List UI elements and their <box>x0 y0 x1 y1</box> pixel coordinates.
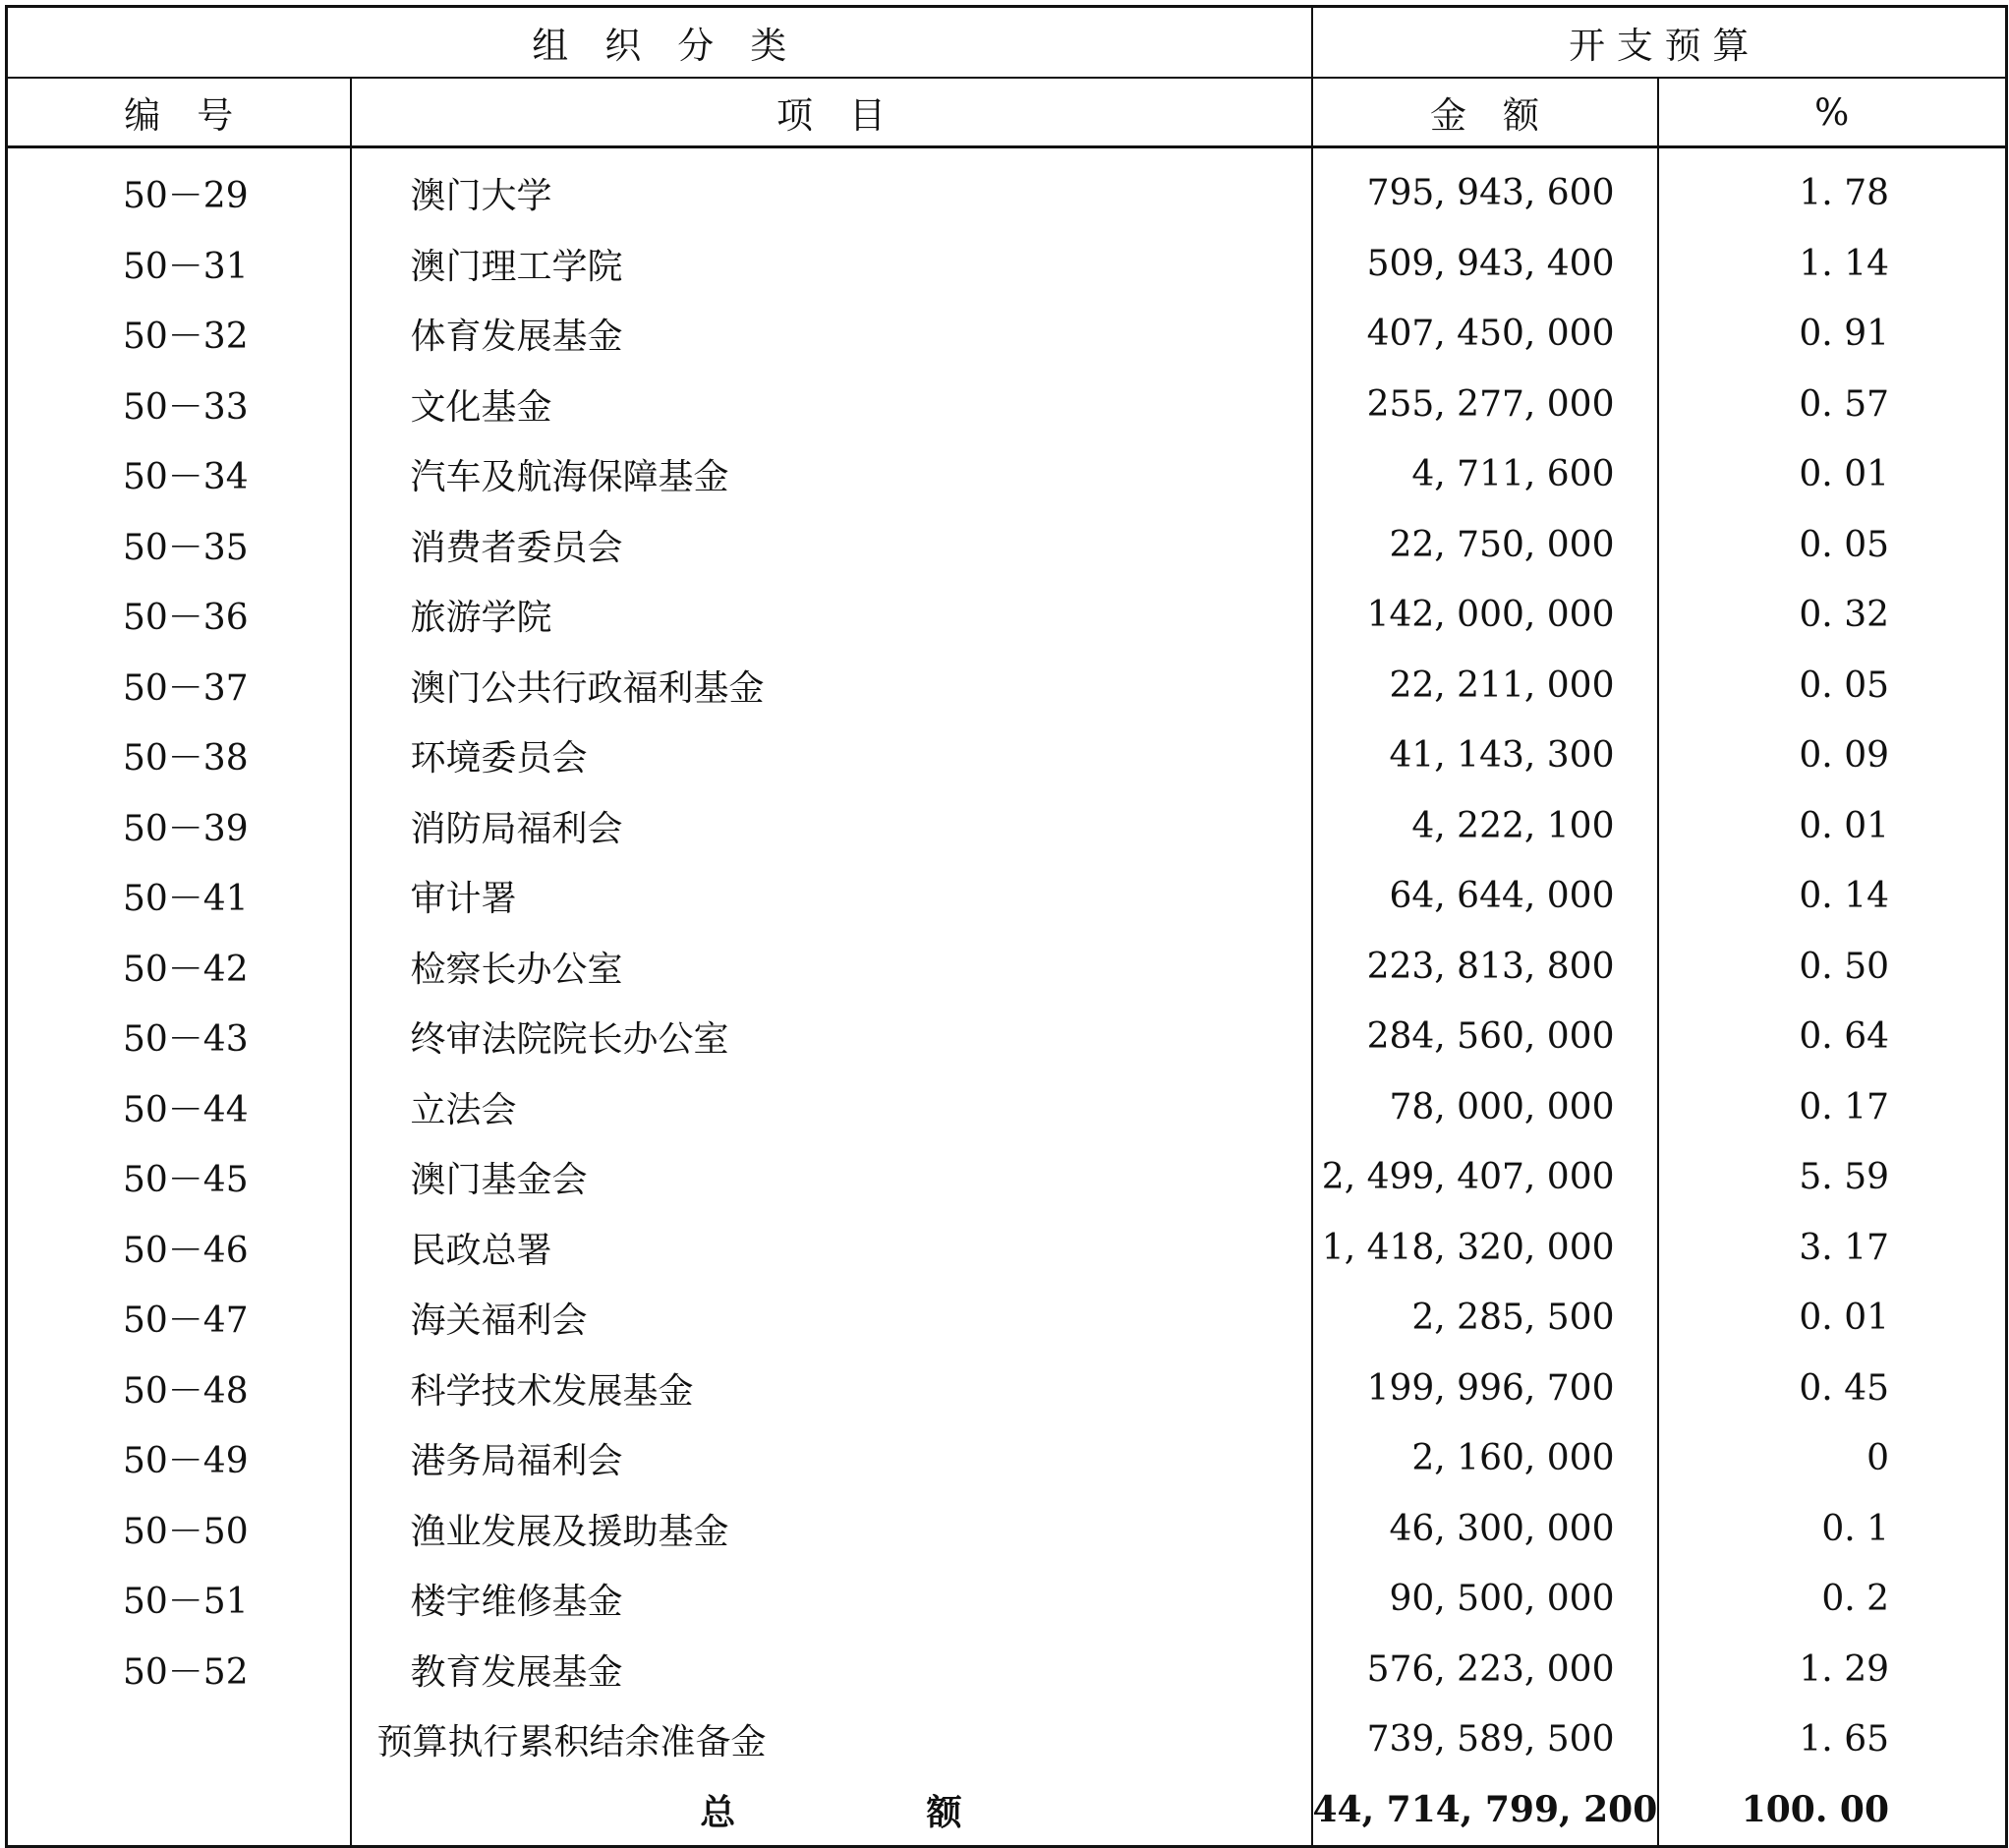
code-cell: 50－39 <box>7 791 351 862</box>
item-cell: 科学技术发展基金 <box>351 1354 1312 1424</box>
code-cell: 50－47 <box>7 1283 351 1354</box>
table-row <box>7 370 2007 440</box>
table-row <box>7 651 2007 722</box>
code-cell: 50－29 <box>7 147 351 229</box>
header-code: 编 号 <box>7 78 351 147</box>
table-row <box>7 1494 2007 1565</box>
amount-cell: 407, 450, 000 <box>1312 299 1658 370</box>
item-cell: 渔业发展及援助基金 <box>351 1494 1312 1565</box>
code-cell: 50－41 <box>7 861 351 932</box>
table-row <box>7 1423 2007 1494</box>
amount-cell: 795, 943, 600 <box>1312 147 1658 229</box>
percent-cell: 0. 91 <box>1658 299 2007 370</box>
table-header <box>7 7 2007 147</box>
percent-cell: 0. 05 <box>1658 510 2007 581</box>
header-amount: 金 额 <box>1312 78 1658 147</box>
percent-cell: 0. 05 <box>1658 651 2007 722</box>
percent-cell: 5. 59 <box>1658 1142 2007 1213</box>
item-cell: 旅游学院 <box>351 580 1312 651</box>
code-cell: 50－38 <box>7 721 351 791</box>
item-cell: 港务局福利会 <box>351 1423 1312 1494</box>
percent-cell: 0. 09 <box>1658 721 2007 791</box>
code-cell: 50－46 <box>7 1213 351 1284</box>
total-percent-cell: 100. 00 <box>1658 1775 2007 1847</box>
code-cell: 50－48 <box>7 1354 351 1424</box>
percent-cell: 0. 17 <box>1658 1072 2007 1143</box>
table-row <box>7 147 2007 229</box>
amount-cell: 223, 813, 800 <box>1312 932 1658 1003</box>
item-cell: 汽车及航海保障基金 <box>351 439 1312 510</box>
percent-cell: 1. 29 <box>1658 1635 2007 1705</box>
header-org-classification: 组 织 分 类 <box>7 7 1312 79</box>
total-amount-cell: 44, 714, 799, 200 <box>1312 1775 1658 1847</box>
table-row <box>7 299 2007 370</box>
code-cell: 50－51 <box>7 1564 351 1635</box>
percent-cell: 0. 2 <box>1658 1564 2007 1635</box>
percent-cell: 0. 01 <box>1658 791 2007 862</box>
item-cell: 审计署 <box>351 861 1312 932</box>
reserve-amount-cell: 739, 589, 500 <box>1312 1704 1658 1775</box>
table-row <box>7 1354 2007 1424</box>
item-cell: 澳门大学 <box>351 147 1312 229</box>
amount-cell: 509, 943, 400 <box>1312 229 1658 300</box>
table-row <box>7 1283 2007 1354</box>
code-cell: 50－52 <box>7 1635 351 1705</box>
table-row <box>7 439 2007 510</box>
code-cell: 50－33 <box>7 370 351 440</box>
amount-cell: 284, 560, 000 <box>1312 1002 1658 1072</box>
percent-cell: 0. 57 <box>1658 370 2007 440</box>
reserve-item-cell: 预算执行累积结余准备金 <box>351 1704 1312 1775</box>
item-cell: 教育发展基金 <box>351 1635 1312 1705</box>
item-cell: 澳门公共行政福利基金 <box>351 651 1312 722</box>
amount-cell: 46, 300, 000 <box>1312 1494 1658 1565</box>
code-cell: 50－32 <box>7 299 351 370</box>
total-code-cell <box>7 1775 351 1847</box>
amount-cell: 78, 000, 000 <box>1312 1072 1658 1143</box>
table-row <box>7 229 2007 300</box>
item-cell: 澳门基金会 <box>351 1142 1312 1213</box>
code-cell: 50－43 <box>7 1002 351 1072</box>
code-cell: 50－34 <box>7 439 351 510</box>
percent-cell: 0. 32 <box>1658 580 2007 651</box>
percent-cell: 3. 17 <box>1658 1213 2007 1284</box>
reserve-code-cell <box>7 1704 351 1775</box>
item-cell: 文化基金 <box>351 370 1312 440</box>
percent-cell: 0. 14 <box>1658 861 2007 932</box>
reserve-percent-cell: 1. 65 <box>1658 1704 2007 1775</box>
percent-cell: 0. 01 <box>1658 439 2007 510</box>
item-cell: 终审法院院长办公室 <box>351 1002 1312 1072</box>
amount-cell: 142, 000, 000 <box>1312 580 1658 651</box>
percent-cell: 0. 1 <box>1658 1494 2007 1565</box>
table-row <box>7 721 2007 791</box>
item-cell: 消防局福利会 <box>351 791 1312 862</box>
code-cell: 50－35 <box>7 510 351 581</box>
header-group-row <box>7 7 2007 79</box>
amount-cell: 576, 223, 000 <box>1312 1635 1658 1705</box>
item-cell: 消费者委员会 <box>351 510 1312 581</box>
percent-cell: 1. 78 <box>1658 147 2007 229</box>
item-cell: 环境委员会 <box>351 721 1312 791</box>
code-cell: 50－31 <box>7 229 351 300</box>
percent-cell: 0. 64 <box>1658 1002 2007 1072</box>
table-row <box>7 580 2007 651</box>
item-cell: 楼宇维修基金 <box>351 1564 1312 1635</box>
item-cell: 民政总署 <box>351 1213 1312 1284</box>
amount-cell: 90, 500, 000 <box>1312 1564 1658 1635</box>
table-footer-rows <box>7 1704 2007 1847</box>
header-column-row <box>7 78 2007 147</box>
code-cell: 50－49 <box>7 1423 351 1494</box>
table-row <box>7 932 2007 1003</box>
amount-cell: 255, 277, 000 <box>1312 370 1658 440</box>
table-row <box>7 1142 2007 1213</box>
code-cell: 50－37 <box>7 651 351 722</box>
amount-cell: 22, 750, 000 <box>1312 510 1658 581</box>
code-cell: 50－50 <box>7 1494 351 1565</box>
table-body <box>7 147 2007 1705</box>
amount-cell: 4, 222, 100 <box>1312 791 1658 862</box>
table-row <box>7 861 2007 932</box>
item-cell: 检察长办公室 <box>351 932 1312 1003</box>
total-row <box>7 1775 2007 1847</box>
total-label-cell: 总 额 <box>351 1775 1312 1847</box>
table-row <box>7 510 2007 581</box>
percent-cell: 0. 45 <box>1658 1354 2007 1424</box>
reserve-row <box>7 1704 2007 1775</box>
code-cell: 50－45 <box>7 1142 351 1213</box>
amount-cell: 199, 996, 700 <box>1312 1354 1658 1424</box>
amount-cell: 4, 711, 600 <box>1312 439 1658 510</box>
percent-cell: 0 <box>1658 1423 2007 1494</box>
item-cell: 澳门理工学院 <box>351 229 1312 300</box>
budget-sheet <box>5 5 2005 1836</box>
item-cell: 立法会 <box>351 1072 1312 1143</box>
item-cell: 体育发展基金 <box>351 299 1312 370</box>
amount-cell: 2, 499, 407, 000 <box>1312 1142 1658 1213</box>
item-cell: 海关福利会 <box>351 1283 1312 1354</box>
amount-cell: 1, 418, 320, 000 <box>1312 1213 1658 1284</box>
table-row <box>7 1564 2007 1635</box>
table-row <box>7 1213 2007 1284</box>
header-expenditure-budget: 开 支 预 算 <box>1312 7 2007 79</box>
percent-cell: 0. 01 <box>1658 1283 2007 1354</box>
code-cell: 50－42 <box>7 932 351 1003</box>
percent-cell: 0. 50 <box>1658 932 2007 1003</box>
code-cell: 50－44 <box>7 1072 351 1143</box>
budget-table <box>5 5 2008 1848</box>
header-item: 项 目 <box>351 78 1312 147</box>
amount-cell: 64, 644, 000 <box>1312 861 1658 932</box>
amount-cell: 2, 160, 000 <box>1312 1423 1658 1494</box>
code-cell: 50－36 <box>7 580 351 651</box>
amount-cell: 22, 211, 000 <box>1312 651 1658 722</box>
amount-cell: 41, 143, 300 <box>1312 721 1658 791</box>
header-percent: % <box>1658 78 2007 147</box>
percent-cell: 1. 14 <box>1658 229 2007 300</box>
table-row <box>7 1635 2007 1705</box>
table-row <box>7 1072 2007 1143</box>
table-row <box>7 1002 2007 1072</box>
table-row <box>7 791 2007 862</box>
amount-cell: 2, 285, 500 <box>1312 1283 1658 1354</box>
